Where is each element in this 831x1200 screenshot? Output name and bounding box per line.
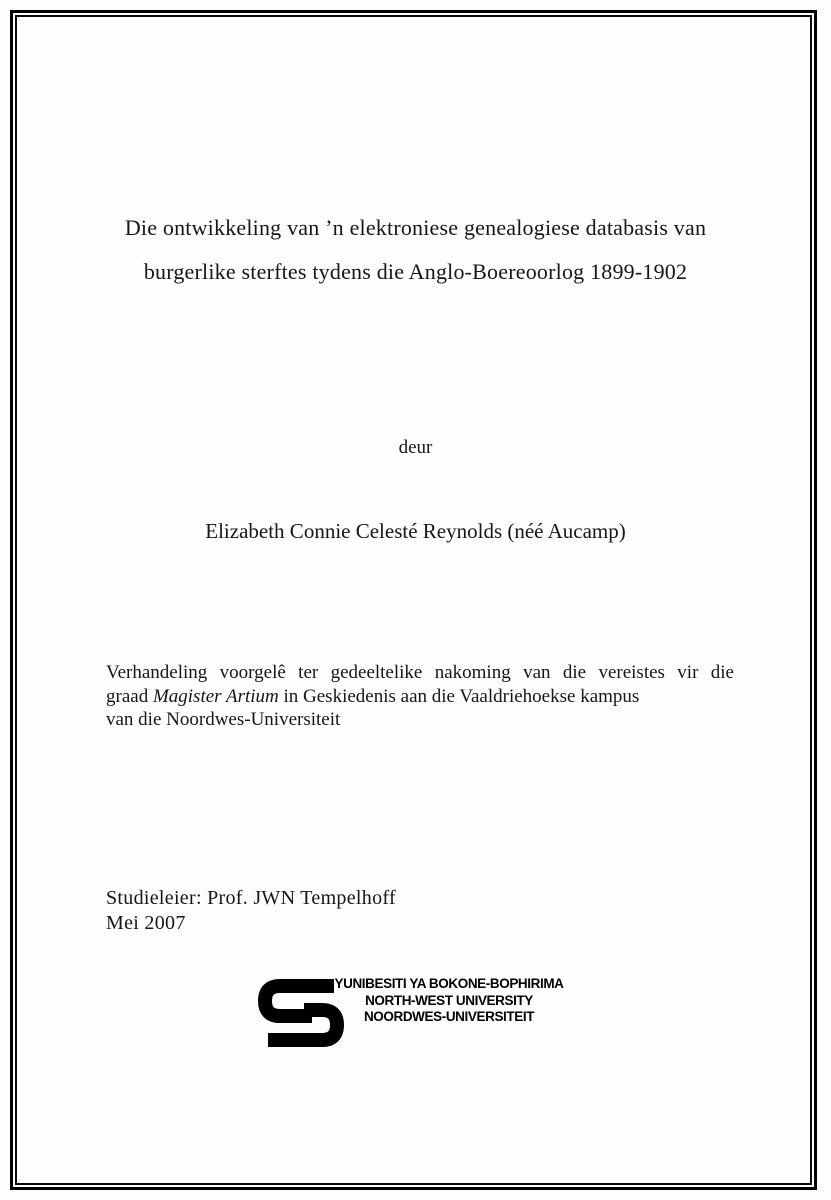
thesis-title-line2: burgerlike sterftes tydens die Anglo-Boereoorlog 1899-1902 [143,259,688,284]
logo-text-afrikaans: NOORDWES-UNIVERSITEIT [363,1009,535,1025]
degree-name: Magister Artium [152,685,279,707]
submission-line2-post: in Geskiedenis aan die Vaaldriehoekse kampus [278,685,640,707]
supervisor-block [106,886,396,936]
logo-text-english: NORTH-WEST UNIVERSITY [365,992,533,1008]
submission-line1: Verhandeling voorgelê ter gedeeltelike nakoming van die vereistes vir die [106,662,734,683]
submission-line2-pre: graad [106,685,153,707]
submission-statement [106,661,734,732]
logo-text-setswana: YUNIBESITI YA BOKONE-BOPHIRIMA [334,976,564,991]
date-line: Mei 2007 [106,912,186,934]
submission-line2 [106,685,734,709]
thesis-title-line1: Die ontwikkeling van ’n elektroniese genealogiese databasis van [124,215,707,240]
thesis-title [0,206,831,294]
university-logo-text [318,976,580,1026]
supervisor-line: Studieleier: Prof. JWN Tempelhoff [106,887,396,909]
byline-label: deur [398,437,433,458]
university-logo [256,974,586,1054]
submission-line3: van die Noordwes-Universiteit [106,709,341,730]
author-name: Elizabeth Connie Celesté Reynolds (néé Aucamp) [205,519,626,543]
